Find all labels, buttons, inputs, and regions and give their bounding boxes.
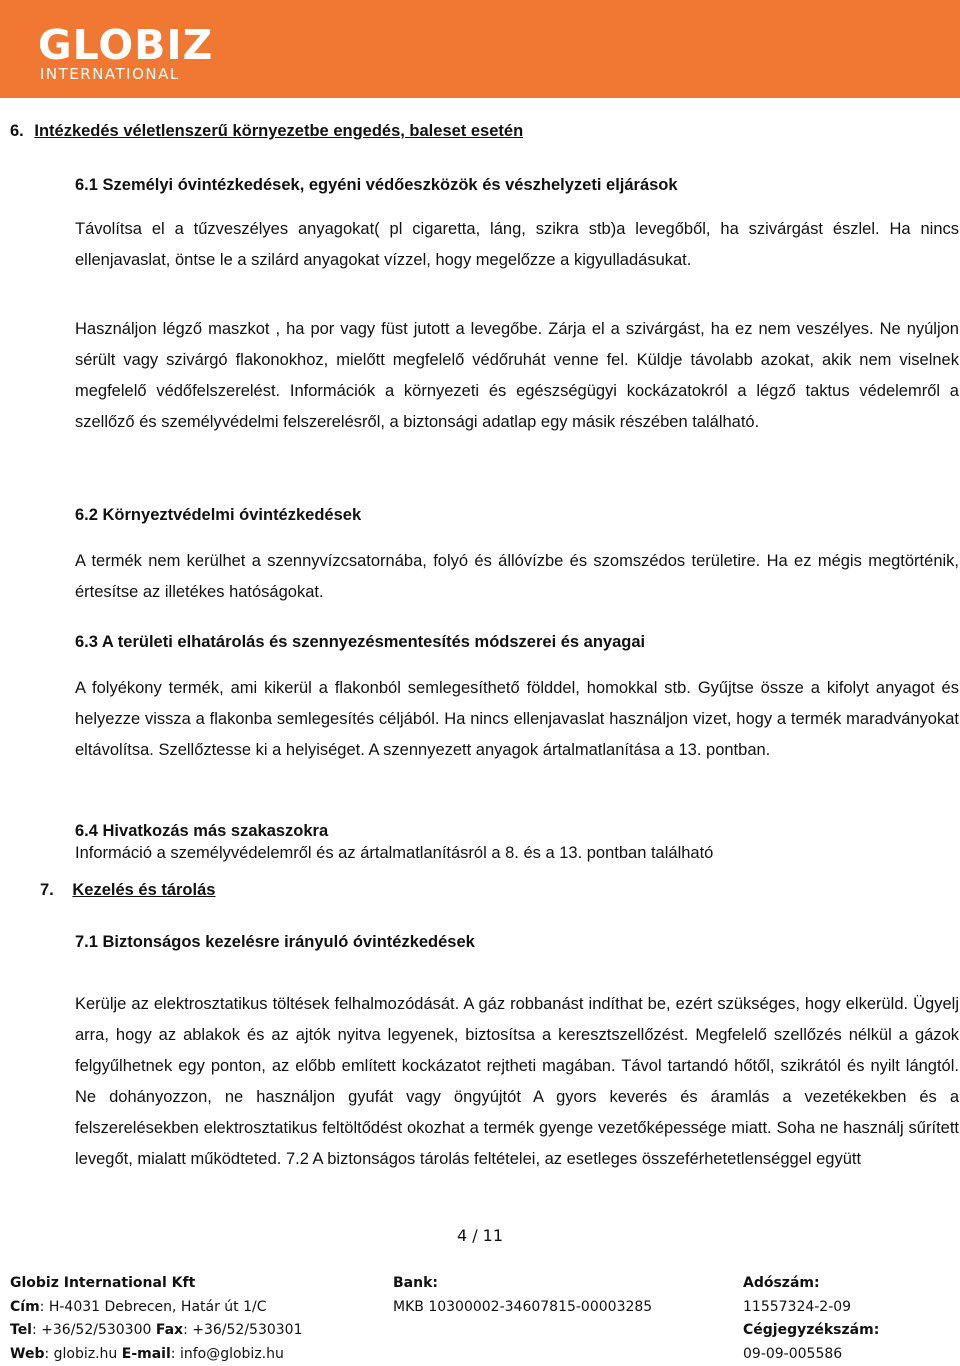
footer-tel: : +36/52/530300 (32, 1322, 151, 1338)
footer-web-label: Web (10, 1346, 44, 1362)
paragraph-7-1: Kerülje az elektrosztatikus töltések felhalmozódását. A gáz robbanást indíthat be, ezért szükséges, hogy elkerüld. Ügyelj arra, hogy az ablakok és az ajtók nyitva legyenek, biztosítsa a keresztszellőzést. Megfelelő szellőzés nélkül a gázok felgyűlhetnek egy ponton, az előbb említett kockázatot rejtheti magában. Távol tartandó hőtől, szikrától és nyilt lángtól. Ne dohányozzon, ne használjon gyufát vagy öngyújtót A gyors keverés és áramlás a vezetékekben és a felszerelésekben elektrosztatikus feltöltődést okozhat a termék gyenge vezetőképessége miatt. Soha ne használj sűrített levegőt, mialatt működteted. 7.2 A biztonságos tárolás feltételei, az esetleges összeférhetetlenséggel együtt (75, 989, 959, 1175)
footer-address: : H-4031 Debrecen, Határ út 1/C (40, 1299, 267, 1315)
footer-tax-label: Adószám: (743, 1275, 820, 1291)
paragraph-6-3: A folyékony termék, ami kikerül a flakonból semlegesíthető földdel, homokkal stb. Gyűjtse össze a kifolyt anyagot és helyezze vissza a flakonba semlegesítés céljából. Ha nincs ellenjavaslat használjon vizet, hogy a termék maradványokat eltávolítsa. Szellőztesse ki a helyiséget. A szennyezett anyagok ártalmatlanítása a 13. pontban. (75, 673, 959, 766)
logo-main-text: GLOBIZ (38, 24, 213, 66)
footer-fax: : +36/52/530301 (183, 1322, 302, 1338)
footer-company-block (10, 1272, 302, 1366)
page-number: 4 / 11 (0, 1226, 960, 1245)
footer-email-label: E-mail (122, 1346, 171, 1362)
logo-sub-text: INTERNATIONAL (40, 66, 213, 82)
footer-tax-number: 11557324-2-09 (743, 1296, 879, 1320)
section-6-1-heading: 6.1 Személyi óvintézkedések, egyéni védőeszközök és vészhelyzeti eljárások (75, 176, 678, 195)
section-6-title: Intézkedés véletlenszerű környezetbe engedés, baleset esetén (34, 122, 523, 140)
footer-tel-label: Tel (10, 1322, 32, 1338)
section-6-number: 6. (10, 122, 24, 140)
paragraph-6-1-a: Távolítsa el a tűzveszélyes anyagokat( pl cigaretta, láng, szikra stb)a levegőből, ha szivárgást észlel. Ha nincs ellenjavaslat, öntse le a szilárd anyagokat vízzel, hogy megelőzze a kigyulladásukat. (75, 214, 959, 276)
footer-bank-account: MKB 10300002-34607815-00003285 (393, 1296, 652, 1320)
footer-reg-number: 09-09-005586 (743, 1343, 879, 1366)
section-6-2-heading: 6.2 Környeztvédelmi óvintézkedések (75, 506, 361, 525)
footer-bank-block (393, 1272, 652, 1319)
footer-web: : globiz.hu (44, 1346, 117, 1362)
section-7-heading (40, 881, 215, 900)
company-logo (38, 24, 213, 82)
section-7-title: Kezelés és tárolás (72, 881, 215, 899)
footer-email: : info@globiz.hu (171, 1346, 284, 1362)
section-7-1-heading: 7.1 Biztonságos kezelésre irányuló óvintézkedések (75, 933, 475, 952)
footer-company-name: Globiz International Kft (10, 1275, 195, 1291)
section-6-4-heading: 6.4 Hivatkozás más szakaszokra (75, 822, 328, 841)
paragraph-6-1-b: Használjon légző maszkot , ha por vagy füst jutott a levegőbe. Zárja el a szivárgást, ha ez nem veszélyes. Ne nyúljon sérült vagy szivárgó flakonokhoz, mielőtt megfelelő védőruhát venne fel. Küldje távolabb azokat, akik nem viselnek megfelelő védőfelszerelést. Információk a környezeti és egészségügyi kockázatokról a légző taktus védelemről a szellőző és személyvédelmi felszerelésről, a biztonsági adatlap egy másik részében található. (75, 314, 959, 438)
paragraph-6-4: Információ a személyvédelemről és az ártalmatlanításról a 8. és a 13. pontban található (75, 844, 713, 863)
paragraph-6-2: A termék nem kerülhet a szennyvízcsatornába, folyó és állóvízbe és szomszédos területire. Ha ez mégis megtörténik, értesítse az illetékes hatóságokat. (75, 546, 959, 608)
footer-bank-label: Bank: (393, 1275, 438, 1291)
footer-registration-block (743, 1272, 879, 1366)
section-6-3-heading: 6.3 A területi elhatárolás és szennyezésmentesítés módszerei és anyagai (75, 633, 645, 652)
footer-address-label: Cím (10, 1299, 40, 1315)
footer-reg-label: Cégjegyzékszám: (743, 1322, 879, 1338)
page-header (0, 0, 960, 98)
footer-fax-label: Fax (156, 1322, 183, 1338)
section-7-number: 7. (40, 881, 54, 899)
section-6-heading (10, 122, 523, 141)
